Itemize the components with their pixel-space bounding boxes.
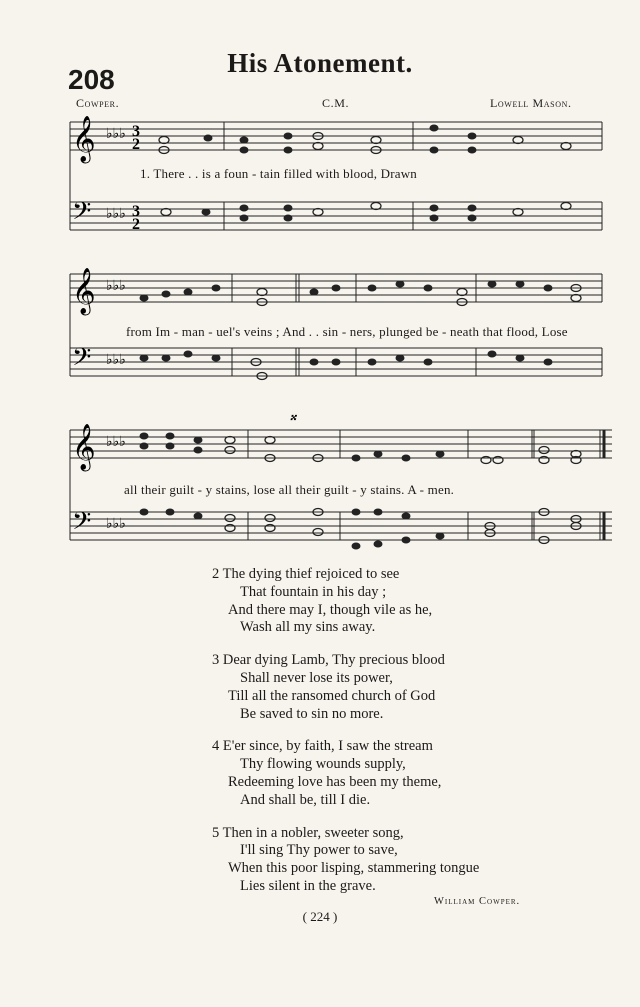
- verse-line: When this poor lisping, stammering tongue: [228, 860, 480, 877]
- svg-text:3: 3: [132, 203, 140, 220]
- hymn-number: 208: [68, 64, 115, 95]
- svg-text:♭♭♭: ♭♭♭: [106, 435, 126, 450]
- verse-line: 5 Then in a nobler, sweeter song,: [212, 824, 404, 841]
- hymn-title: His Atonement.: [227, 48, 413, 78]
- svg-text:𝄪: 𝄪: [290, 409, 297, 424]
- svg-text:𝄞: 𝄞: [72, 116, 96, 162]
- verse-4: [212, 738, 479, 809]
- svg-text:♭♭♭: ♭♭♭: [106, 353, 126, 368]
- music-system-2: [66, 268, 606, 392]
- verse-2: [212, 566, 479, 637]
- page-number: ( 224 ): [302, 909, 338, 924]
- verse-3: [212, 652, 479, 723]
- svg-text:𝄢: 𝄢: [72, 507, 92, 542]
- svg-text:2: 2: [132, 136, 140, 153]
- verse-line: Till all the ransomed church of God: [228, 687, 436, 704]
- composer-label: Lowell Mason.: [490, 96, 572, 110]
- verse-line: Be saved to sin no more.: [240, 705, 384, 722]
- lyric-line-1: 1. There . . is a foun - tain filled with blood, Drawn: [140, 166, 418, 181]
- svg-text:♭♭♭: ♭♭♭: [106, 279, 126, 294]
- verse-line: Shall never lose its power,: [240, 669, 393, 686]
- attribution: William Cowper.: [434, 896, 521, 907]
- text-author-label: Cowper.: [76, 96, 120, 110]
- svg-text:𝄢: 𝄢: [72, 343, 92, 378]
- lyric-line-2: from Im - man - uel's veins ; And . . sin - ners, plunged be - neath that flood, Lose: [126, 324, 568, 339]
- svg-text:♭♭♭: ♭♭♭: [106, 127, 126, 142]
- verse-line: That fountain in his day ;: [240, 583, 387, 600]
- verse-line: 4 E'er since, by faith, I saw the stream: [212, 738, 433, 755]
- verse-line: And shall be, till I die.: [240, 791, 371, 808]
- verse-5: [212, 825, 479, 896]
- music-system-1: [66, 116, 606, 240]
- svg-text:♭♭♭: ♭♭♭: [106, 207, 126, 222]
- verse-line: 3 Dear dying Lamb, Thy precious blood: [212, 652, 445, 669]
- verse-line: Thy flowing wounds supply,: [240, 756, 406, 773]
- music-system-3: [66, 409, 606, 556]
- verse-line: And there may I, though vile as he,: [228, 601, 433, 618]
- svg-text:3: 3: [132, 123, 140, 140]
- lyric-line-3: all their guilt - y stains, lose all their guilt - y stains. A - men.: [124, 482, 455, 497]
- verse-line: I'll sing Thy power to save,: [240, 842, 398, 859]
- verses-block: [212, 566, 479, 911]
- verse-line: 2 The dying thief rejoiced to see: [212, 566, 400, 582]
- svg-text:𝄞: 𝄞: [72, 268, 96, 314]
- svg-text:𝄢: 𝄢: [72, 197, 92, 232]
- svg-text:𝄞: 𝄞: [72, 424, 96, 470]
- svg-text:♭♭♭: ♭♭♭: [106, 517, 126, 532]
- svg-text:2: 2: [132, 216, 140, 233]
- verse-line: Redeeming love has been my theme,: [228, 773, 442, 790]
- meter-label: C.M.: [322, 96, 350, 110]
- verse-line: Lies silent in the grave.: [240, 877, 376, 894]
- verse-line: Wash all my sins away.: [240, 619, 376, 636]
